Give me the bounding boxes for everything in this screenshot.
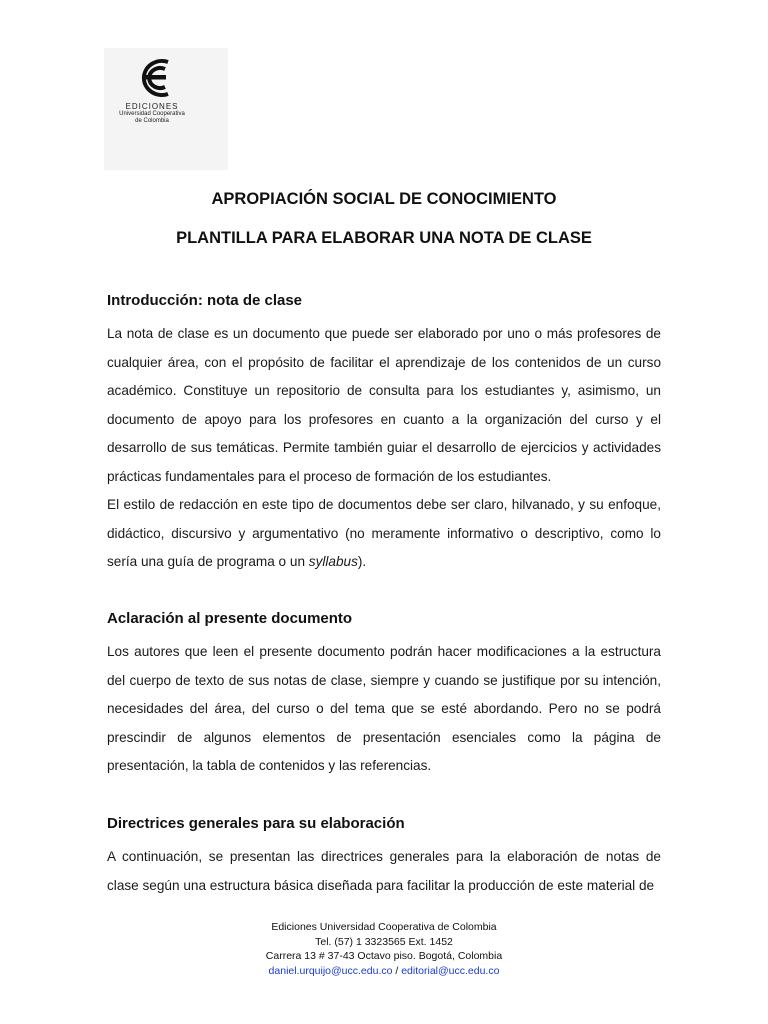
syllabus-term: syllabus xyxy=(308,554,358,569)
logo-subtitle xyxy=(104,111,200,125)
ediciones-e-logo-icon xyxy=(132,56,172,100)
page-footer xyxy=(0,920,768,978)
logo-name: EDICIONES xyxy=(125,102,179,111)
document-subtitle: PLANTILLA PARA ELABORAR UNA NOTA DE CLASE xyxy=(176,229,592,247)
document-title: APROPIACIÓN SOCIAL DE CONOCIMIENTO xyxy=(211,190,557,208)
paragraph-text: El estilo de redacción en este tipo de documentos debe ser claro, hilvanado, y su enfoque, didáctico, discursivo y argumentativo (no meramente informativo o descriptivo, como lo sería una guía de programa o un xyxy=(107,497,661,569)
logo-subtitle-line-1: Universidad Cooperativa xyxy=(119,111,185,117)
email-link-editorial[interactable]: editorial@ucc.edu.co xyxy=(401,964,500,977)
footer-publisher: Ediciones Universidad Cooperativa de Colombia xyxy=(271,921,497,933)
paragraph-directrices: A continuación, se presentan las directrices generales para la elaboración de notas de clase según una estructura básica diseñada para facilitar la producción de este material de xyxy=(107,849,661,893)
paragraph-introduccion-2 xyxy=(107,491,661,577)
section-heading-directrices: Directrices generales para su elaboración xyxy=(107,815,405,832)
email-separator: / xyxy=(392,964,402,977)
ediciones-logo xyxy=(104,48,228,170)
footer-emails xyxy=(0,964,768,979)
logo-subtitle-line-2: de Colombia xyxy=(135,118,169,124)
section-heading-introduccion: Introducción: nota de clase xyxy=(107,292,303,309)
section-heading-aclaracion: Aclaración al presente documento xyxy=(107,610,353,627)
footer-address: Carrera 13 # 37-43 Octavo piso. Bogotá, Colombia xyxy=(265,950,503,962)
email-link-daniel[interactable]: daniel.urquijo@ucc.edu.co xyxy=(268,964,393,977)
paragraph-text-end: ). xyxy=(357,554,367,569)
paragraph-aclaracion: Los autores que leen el presente documento podrán hacer modificaciones a la estructura del cuerpo de texto de sus notas de clase, siempre y cuando se justifique por su intención, necesidades del área, del curso o del tema que se esté abordando. Pero no se podrá prescindir de algunos elementos de presentación esenciales como la página de presentación, la tabla de contenidos y las referencias. xyxy=(107,644,661,773)
footer-phone: Tel. (57) 1 3323565 Ext. 1452 xyxy=(315,935,453,948)
paragraph-introduccion-1: La nota de clase es un documento que puede ser elaborado por uno o más profesores de cualquier área, con el propósito de facilitar el aprendizaje de los contenidos de un curso académico. Constituye un repositorio de consulta para los estudiantes y, asimismo, un documento de apoyo para los profesores en cuanto a la organización del curso y el desarrollo de sus temáticas. Permite también guiar el desarrollo de ejercicios y actividades prácticas fundamentales para el proceso de formación de los estudiantes. xyxy=(107,326,661,484)
